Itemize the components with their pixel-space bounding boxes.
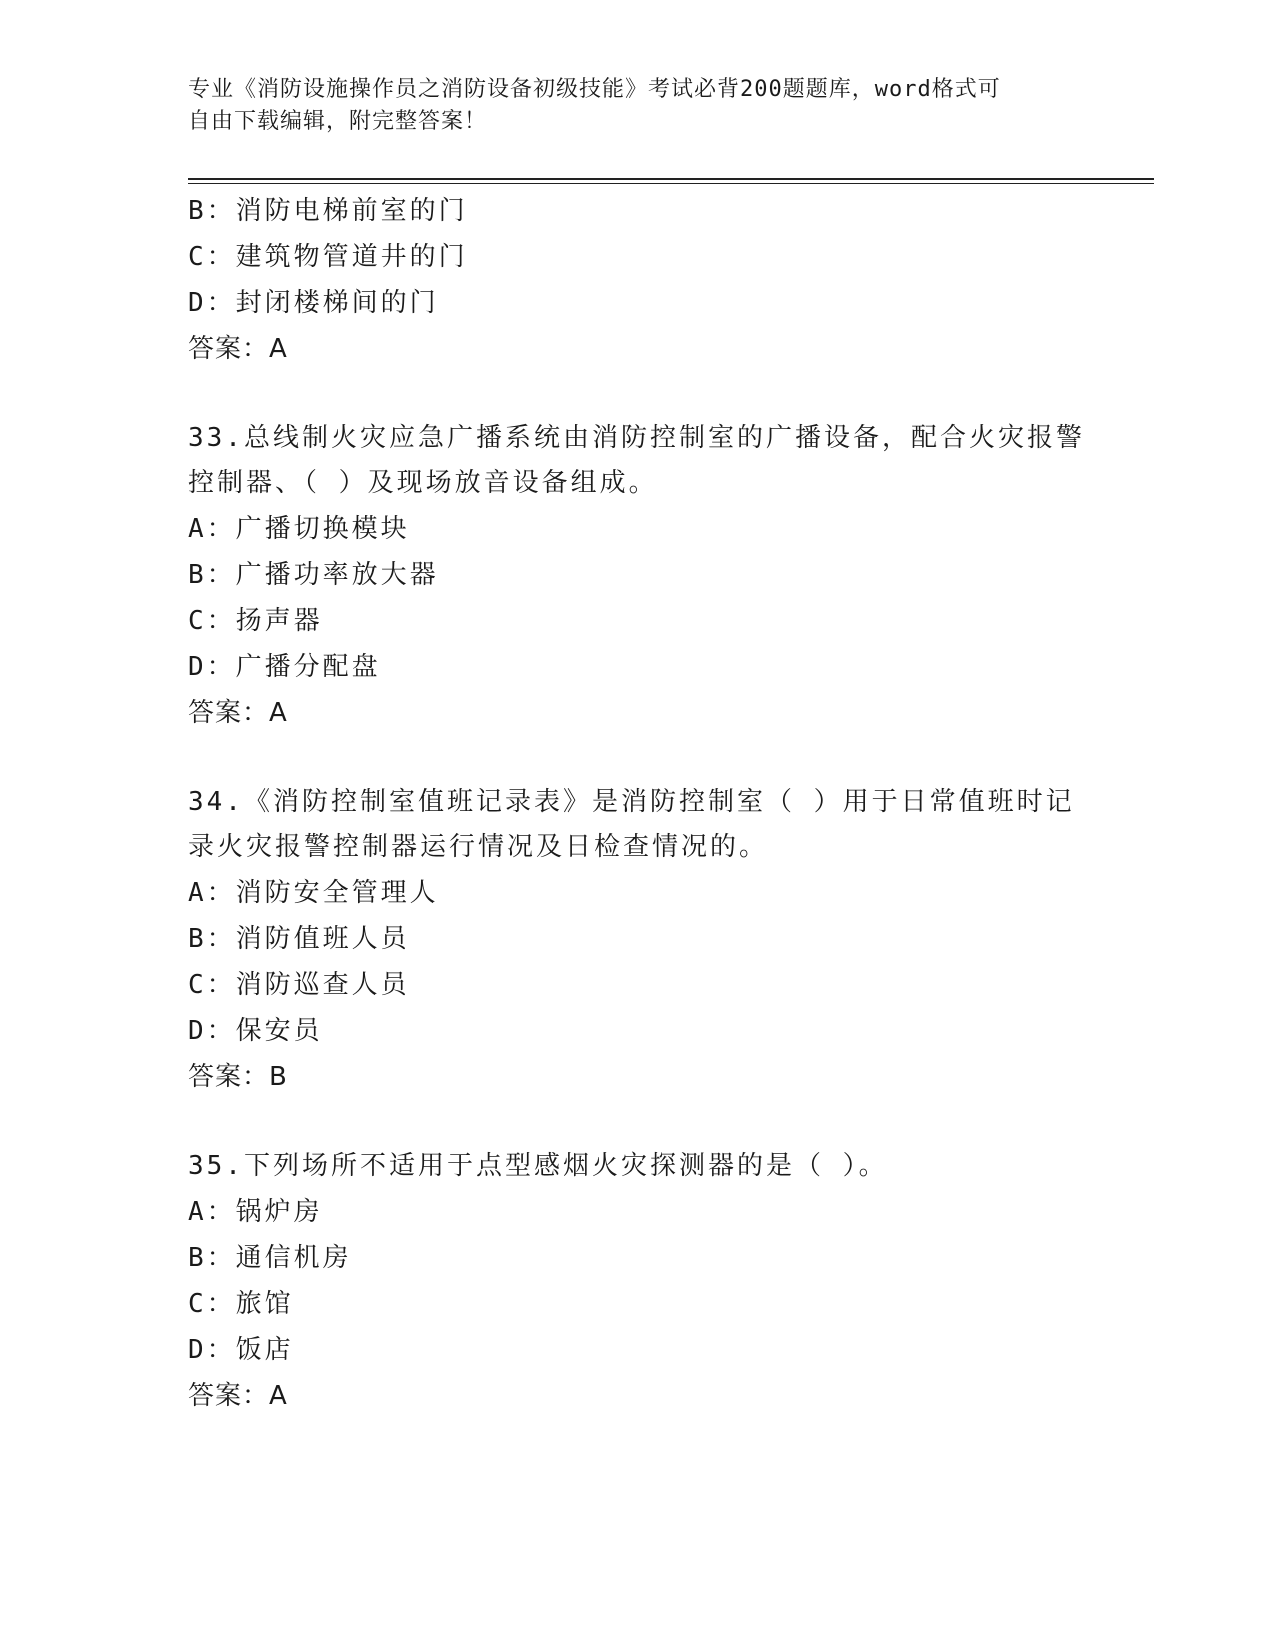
option-c: C：旅馆 (188, 1289, 294, 1319)
option-c: C：建筑物管道井的门 (188, 242, 468, 272)
answer-line: 答案：A (188, 1381, 288, 1411)
option-c: C：扬声器 (188, 606, 323, 636)
document-header (188, 74, 1088, 138)
option-d: D：保安员 (188, 1016, 323, 1046)
option-d: D：饭店 (188, 1335, 294, 1365)
answer-line: 答案：A (188, 698, 288, 728)
question-stem-line-2: 控制器、（ ）及现场放音设备组成。 (188, 468, 658, 498)
header-rule-thin (188, 183, 1154, 184)
question-stem-line-1: 33.总线制火灾应急广播系统由消防控制室的广播设备，配合火灾报警 (188, 423, 1085, 453)
option-a: A：消防安全管理人 (188, 878, 439, 908)
option-a: A：锅炉房 (188, 1197, 323, 1227)
question-stem-line-2: 录火灾报警控制器运行情况及日检查情况的。 (188, 832, 769, 862)
header-line-2: 自由下载编辑，附完整答案！ (188, 109, 488, 134)
question-35 (188, 1144, 1088, 1419)
question-34 (188, 780, 1088, 1100)
answer-line: 答案：A (188, 334, 288, 364)
option-b: B：广播功率放大器 (188, 560, 439, 590)
question-stem-line-1: 34.《消防控制室值班记录表》是消防控制室（ ）用于日常值班时记 (188, 787, 1075, 817)
question-list (188, 188, 1088, 1419)
option-c: C：消防巡查人员 (188, 970, 410, 1000)
question-32-continuation (188, 188, 1088, 372)
option-d: D：广播分配盘 (188, 652, 381, 682)
header-line-1: 专业《消防设施操作员之消防设备初级技能》考试必背200题题库，word格式可 (188, 77, 1001, 102)
option-b: B：通信机房 (188, 1243, 352, 1273)
header-rule-thick (188, 178, 1154, 180)
option-b: B：消防值班人员 (188, 924, 410, 954)
option-d: D：封闭楼梯间的门 (188, 288, 439, 318)
option-b: B：消防电梯前室的门 (188, 196, 468, 226)
option-a: A：广播切换模块 (188, 514, 410, 544)
question-stem-line-1: 35.下列场所不适用于点型感烟火灾探测器的是（ ）。 (188, 1151, 888, 1181)
question-33 (188, 416, 1088, 736)
answer-line: 答案：B (188, 1062, 288, 1092)
